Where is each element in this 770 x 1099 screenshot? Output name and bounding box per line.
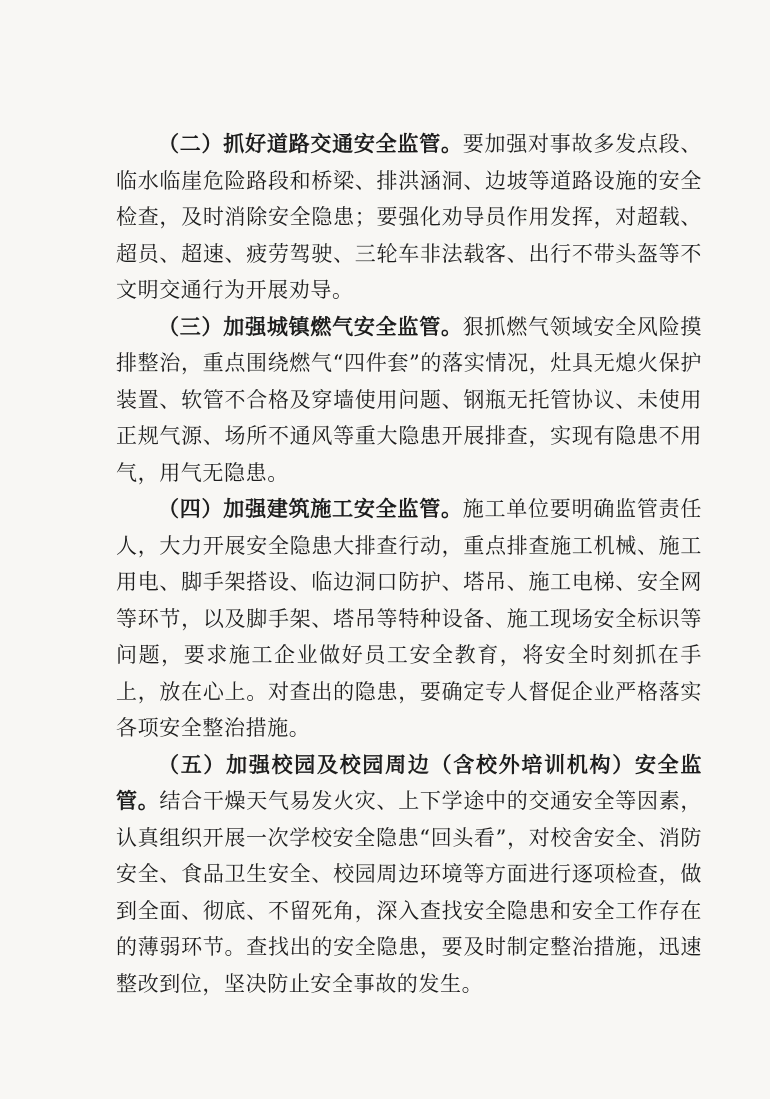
section-heading: （四）加强建筑施工安全监管。 xyxy=(158,496,463,521)
section-town-gas xyxy=(116,309,702,492)
section-text: 要加强对事故多发点段、临水临崖危险路段和桥梁、排洪涵洞、边坡等道路设施的安全检查，及时消除安全隐患；要强化劝导员作用发挥，对超载、超员、超速、疲劳驾驶、三轮车非法载客、出行不带头盔等不文明交通行为开展劝导。 xyxy=(116,132,702,302)
section-text: 结合干燥天气易发火灾、上下学途中的交通安全等因素，认真组织开展一次学校安全隐患“回头看”，对校舍安全、消防安全、食品卫生安全、校园周边环境等方面进行逐项检查，做到全面、彻底、不留死角，深入查找安全隐患和安全工作存在的薄弱环节。查找出的安全隐患，要及时制定整治措施，迅速整改到位，坚决防止安全事故的发生。 xyxy=(116,789,703,996)
document-body xyxy=(116,126,702,1002)
section-heading: （二）抓好道路交通安全监管。 xyxy=(158,131,463,156)
section-heading: （三）加强城镇燃气安全监管。 xyxy=(158,313,463,339)
section-construction xyxy=(116,491,702,747)
section-text: 狠抓燃气领域安全风险摸排整治，重点围绕燃气“四件套”的落实情况，灶具无熄火保护装置、软管不合格及穿墙使用问题、钢瓶无托管协议、未使用正规气源、场所不通风等重大隐患开展排查，实现有隐患不用气，用气无隐患。 xyxy=(116,314,702,485)
section-heading: （五）加强校园及校园周边（含校外培训机构）安全监管。 xyxy=(116,751,702,813)
section-road-traffic xyxy=(116,126,702,309)
section-campus xyxy=(116,747,702,1003)
section-text: 施工单位要明确监管责任人，大力开展安全隐患大排查行动，重点排查施工机械、施工用电、脚手架搭设、临边洞口防护、塔吊、施工电梯、安全网等环节，以及脚手架、塔吊等特种设备、施工现场安全标识等问题，要求施工企业做好员工安全教育，将安全时刻抓在手上，放在心上。对查出的隐患，要确定专人督促企业严格落实各项安全整治措施。 xyxy=(116,497,702,740)
